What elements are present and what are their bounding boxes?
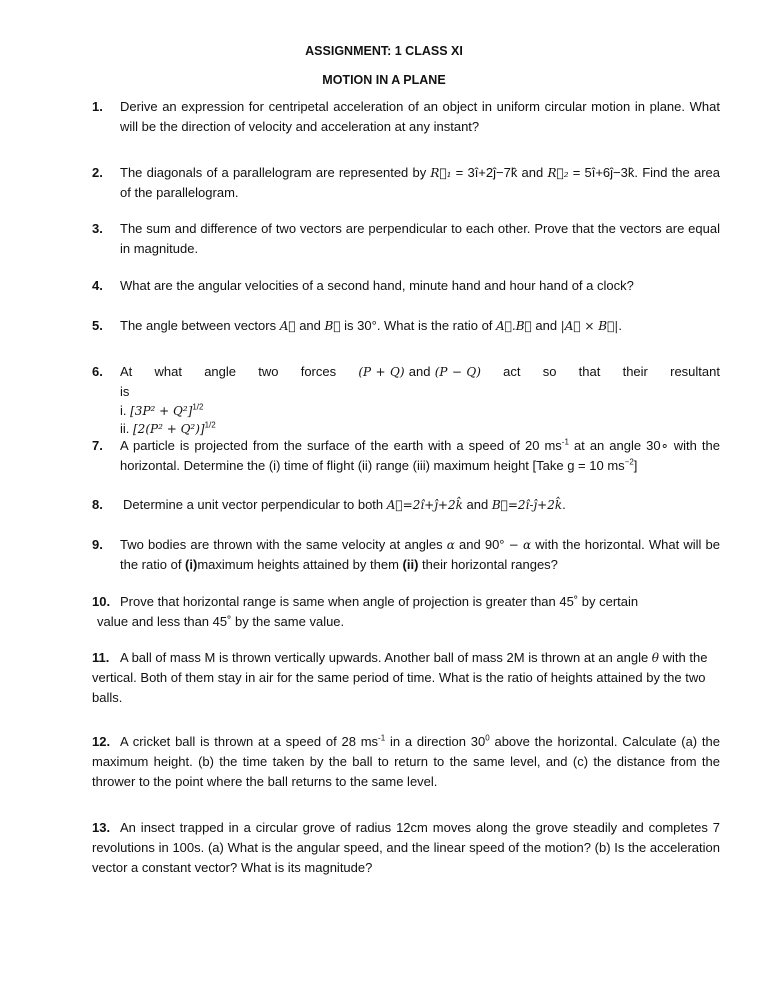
question-number: 6. [92, 364, 103, 379]
text: A cricket ball is thrown at a speed of 28 ms [120, 734, 379, 749]
text: A particle is projected from the surface of the earth with a speed of 20 ms [120, 438, 562, 453]
question-text: What are the angular velocities of a second hand, minute hand and hour hand of a clock? [120, 278, 634, 293]
text: and [517, 165, 548, 180]
text: and [404, 364, 435, 379]
text: and [462, 497, 492, 512]
assignment-title: ASSIGNMENT: 1 CLASS XI [305, 44, 463, 58]
text: The diagonals of a parallelogram are represented by [120, 165, 431, 180]
chapter-title: MOTION IN A PLANE [322, 73, 446, 87]
text: A ball of mass M is thrown vertically upwards. Another ball of mass 2M is thrown at an angle [120, 650, 652, 665]
vector-a: A⃗ [279, 319, 296, 333]
superscript: -1 [378, 733, 386, 743]
text: . Find the area of the parallelogram. [120, 165, 720, 200]
question-text: The sum and difference of two vectors are perpendicular to each other. Prove that the vectors are equal in magnitude. [120, 221, 720, 256]
text: . [618, 318, 622, 333]
question-text [120, 436, 720, 476]
text: with the vertical. Both of them stay in air for the same period of time. What is the ratio of heights attained by the two balls. [92, 650, 708, 705]
text: maximum heights attained by them [197, 557, 403, 572]
question-9 [92, 535, 720, 575]
text: = 5î+6ĵ−3k̂ [568, 165, 635, 180]
question-text [120, 535, 720, 575]
text: is 30°. What is the ratio of [340, 318, 497, 333]
question-text [120, 316, 720, 336]
vector-b: B⃗ [324, 319, 341, 333]
option-expression: [3P² + Q²] [130, 404, 193, 418]
question-12 [92, 732, 720, 792]
question-text [123, 495, 720, 515]
question-number: 2. [92, 165, 103, 180]
superscript: -1 [561, 437, 569, 447]
text: and [295, 318, 325, 333]
question-number: 5. [92, 318, 103, 333]
question-text [120, 163, 720, 203]
question-number: 1. [92, 99, 103, 114]
question-number: 3. [92, 221, 103, 236]
vector-a: A⃗=2î+ĵ+2k̂ [386, 498, 463, 512]
question-text [92, 648, 720, 708]
question-number: 7. [92, 438, 103, 453]
question-2 [92, 163, 720, 203]
text: ] [633, 458, 638, 473]
text: Determine a unit vector perpendicular to both [123, 497, 387, 512]
text: in a direction 30 [385, 734, 486, 749]
question-number: 13. [92, 820, 111, 835]
question-text: Prove that horizontal range is same when angle of projection is greater than 45˚ by certain value and less than 45˚ by the same value. [97, 594, 639, 629]
question-4 [92, 276, 720, 296]
question-3 [92, 219, 720, 259]
question-text [120, 362, 720, 438]
math: θ [651, 651, 660, 665]
part-label: (i) [185, 557, 198, 572]
question-1 [92, 97, 720, 137]
cross-product: |A⃗ × B⃗| [560, 319, 619, 333]
part-label: (ii) [402, 557, 419, 572]
question-text: Derive an expression for centripetal acceleration of an object in uniform circular motion in plane. What will be the direction of velocity and acceleration at any instant? [120, 99, 720, 134]
text: their horizontal ranges? [418, 557, 558, 572]
question-13 [92, 818, 720, 878]
option-label: i. [120, 403, 131, 418]
question-8 [92, 495, 720, 515]
question-7 [92, 436, 720, 476]
question-text [92, 732, 720, 792]
question-11 [92, 648, 720, 708]
text: above the horizontal. Calculate (a) the maximum height. (b) the time taken by the ball to return to the same level, and (c) the distance from the thrower to the point where the ball returns to the same level. [92, 734, 720, 789]
vector-r2: R⃗₂ [547, 166, 569, 180]
text: = 3î+2ĵ−7k̂ [451, 165, 518, 180]
exponent: 1/2 [192, 402, 204, 412]
question-6 [92, 362, 720, 438]
vector-b: B⃗=2î-ĵ+2k̂ [491, 498, 563, 512]
math: − α [508, 538, 532, 552]
question-text: An insect trapped in a circular grove of radius 12cm moves along the grove steadily and completes 7 revolutions in 100s. (a) What is the angular speed, and the linear speed of the motion? (b) Is the acceleration vector a constant vector? What is its magnitude? [92, 820, 720, 875]
vector-r1: R⃗₁ [430, 166, 452, 180]
text: at an angle 30∘ with the horizontal. Determine the (i) time of flight (ii) range (iii) maximum height [Take g = 10 ms [120, 438, 720, 473]
text: and 90° [454, 537, 509, 552]
option-label: ii. [120, 421, 133, 436]
superscript: 0 [485, 733, 490, 743]
question-number: 4. [92, 278, 103, 293]
dot-product: A⃗.B⃗ [496, 319, 532, 333]
question-number: 11. [92, 650, 110, 665]
text: act so that their resultant is [120, 364, 720, 399]
text: and [531, 318, 561, 333]
text: At what angle two forces [120, 364, 359, 379]
text: . [562, 497, 566, 512]
force-1: (P + Q) [358, 365, 405, 379]
option-expression: [2(P² + Q²)] [133, 422, 205, 436]
math: α [446, 538, 455, 552]
question-number: 12. [92, 734, 111, 749]
force-2: (P − Q) [434, 365, 481, 379]
question-5 [92, 316, 720, 336]
question-number: 9. [92, 537, 103, 552]
text: with the horizontal. What will be the ratio of [120, 537, 720, 572]
superscript: −2 [624, 457, 634, 467]
question-10 [92, 592, 652, 632]
text: The angle between vectors [120, 318, 280, 333]
question-number: 8. [92, 497, 103, 512]
question-number: 10. [92, 594, 111, 609]
text: Two bodies are thrown with the same velocity at angles [120, 537, 447, 552]
exponent: 1/2 [204, 420, 216, 430]
